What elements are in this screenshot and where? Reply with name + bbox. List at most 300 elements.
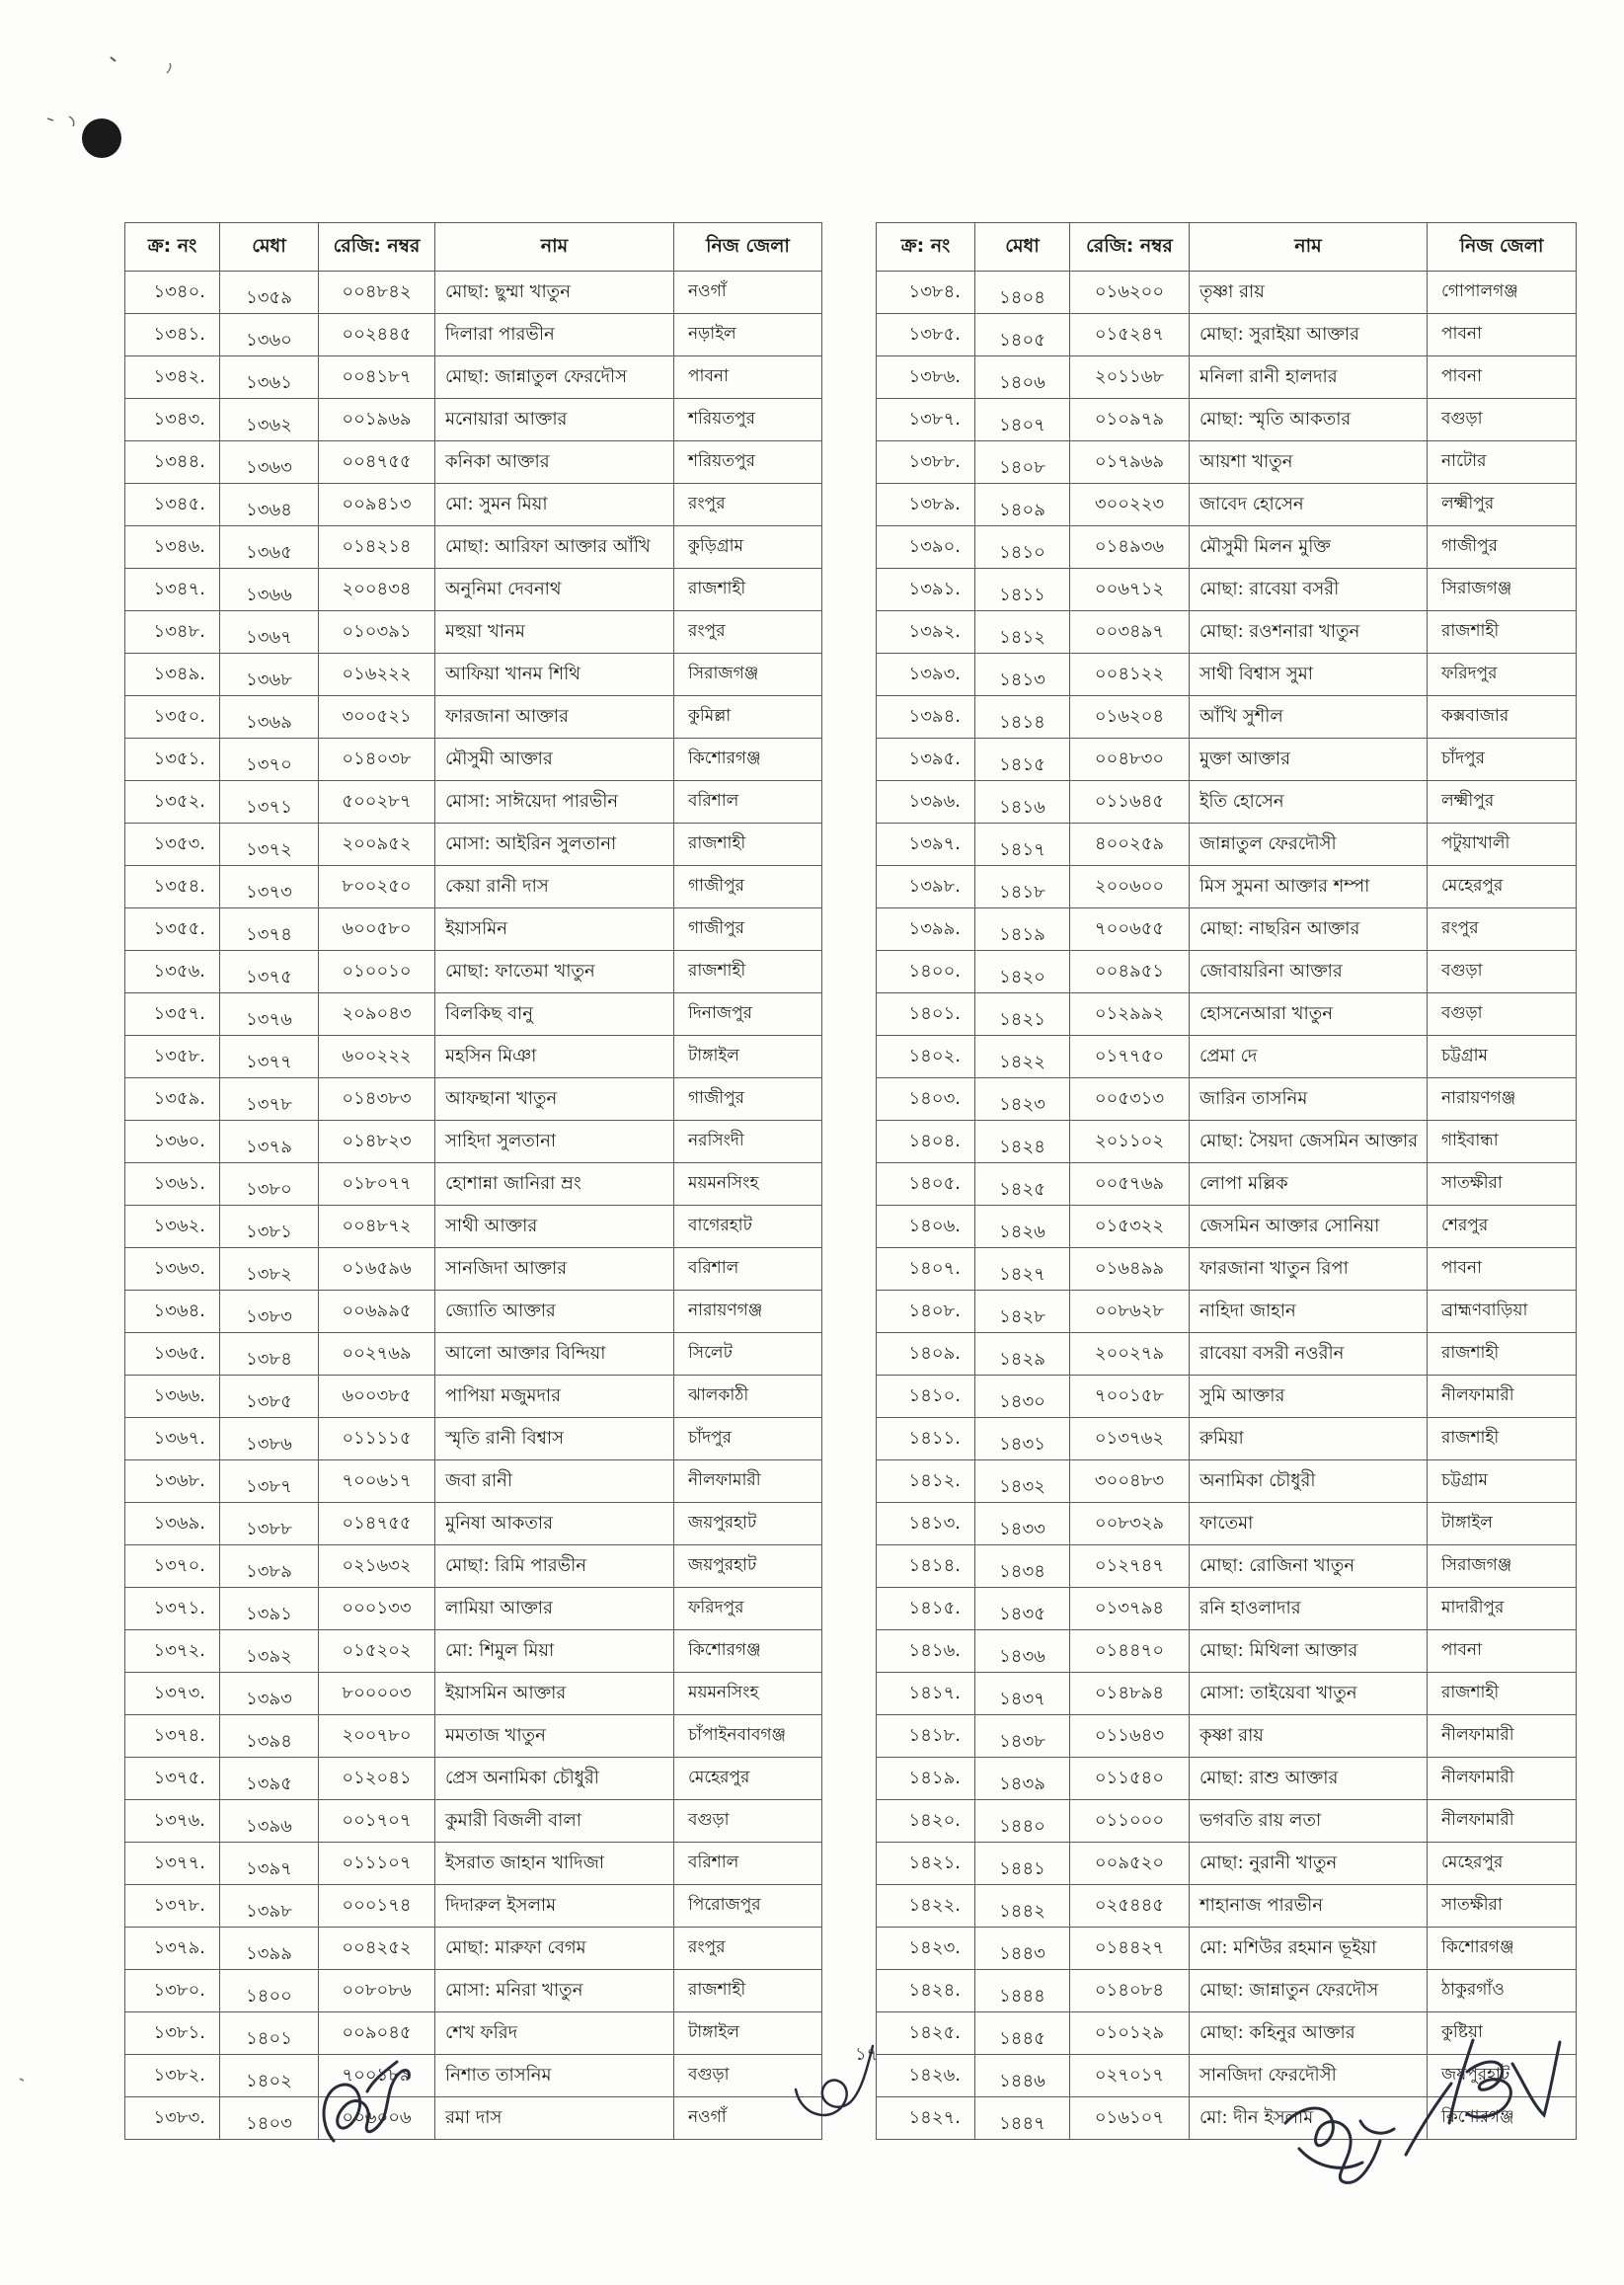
name-cell: আঁখি সুশীল [1190, 696, 1428, 739]
registration-cell: ০০৫৭৬৯ [1070, 1163, 1190, 1206]
header-serial: ক্র: নং [125, 223, 220, 272]
table-row [877, 611, 1577, 654]
name-cell: নাহিদা জাহান [1190, 1291, 1428, 1333]
serial-cell: ১৪১২. [877, 1460, 975, 1503]
registration-cell: ০১৫৩২২ [1070, 1206, 1190, 1248]
district-cell: নীলফামারী [1428, 1715, 1577, 1758]
table-row [877, 1673, 1577, 1715]
serial-cell: ১৩৫৭. [125, 993, 220, 1036]
district-cell: নওগাঁ [674, 272, 822, 314]
header-merit: মেধা [975, 223, 1070, 272]
name-cell: মোছা: জান্নাতুল ফেরদৌস [435, 356, 674, 399]
serial-cell: ১৩৭২. [125, 1630, 220, 1673]
name-cell: রমা দাস [435, 2097, 674, 2140]
name-cell: মোছা: সুরাইয়া আক্তার [1190, 314, 1428, 356]
merit-cell: ১৪০৮ [975, 441, 1070, 484]
merit-cell: ১৪২০ [975, 951, 1070, 993]
table-row [877, 1545, 1577, 1588]
registration-cell: ০০৬৭১২ [1070, 569, 1190, 611]
scan-speck [167, 63, 171, 73]
serial-cell: ১৩৭০. [125, 1545, 220, 1588]
district-cell: বগুড়া [1428, 951, 1577, 993]
name-cell: জেসমিন আক্তার সোনিয়া [1190, 1206, 1428, 1248]
district-cell: গাজীপুর [674, 908, 822, 951]
registration-cell: ৮০০০০৩ [319, 1673, 435, 1715]
district-cell: বাগেরহাট [674, 1206, 822, 1248]
registration-cell: ০০৪৮৩০ [1070, 739, 1190, 781]
name-cell: মমতাজ খাতুন [435, 1715, 674, 1758]
registration-cell: ০২১৬৩২ [319, 1545, 435, 1588]
serial-cell: ১৩৯০. [877, 526, 975, 569]
serial-cell: ১৩৮২. [125, 2055, 220, 2097]
serial-cell: ১৩৭১. [125, 1588, 220, 1630]
name-cell: সুমি আক্তার [1190, 1376, 1428, 1418]
merit-cell: ১৩৭৫ [220, 951, 319, 993]
merit-cell: ১৩৯২ [220, 1630, 319, 1673]
serial-cell: ১৩৬২. [125, 1206, 220, 1248]
name-cell: মহুয়া খানম [435, 611, 674, 654]
name-cell: আলো আক্তার বিন্দিয়া [435, 1333, 674, 1376]
table-row [125, 993, 822, 1036]
table-row [125, 1545, 822, 1588]
serial-cell: ১৪০৪. [877, 1121, 975, 1163]
district-cell: রাজশাহী [674, 569, 822, 611]
registration-cell: ৩০০৪৮৩ [1070, 1460, 1190, 1503]
merit-cell: ১৩৮৩ [220, 1291, 319, 1333]
table-row [877, 2055, 1577, 2097]
name-cell: হোসনেআরা খাতুন [1190, 993, 1428, 1036]
merit-cell: ১৩৮৮ [220, 1503, 319, 1545]
name-cell: মো: শিমুল মিয়া [435, 1630, 674, 1673]
serial-cell: ১৩৬৩. [125, 1248, 220, 1291]
name-cell: বিলকিছ বানু [435, 993, 674, 1036]
district-cell: টাঙ্গাইল [674, 2012, 822, 2055]
district-cell: সিরাজগঞ্জ [1428, 569, 1577, 611]
registration-cell: ০০৪৭৫৫ [319, 441, 435, 484]
table-row [125, 1673, 822, 1715]
serial-cell: ১৪২৭. [877, 2097, 975, 2140]
district-cell: সাতক্ষীরা [1428, 1163, 1577, 1206]
name-cell: পাপিয়া মজুমদার [435, 1376, 674, 1418]
merit-cell: ১৪০০ [220, 1970, 319, 2012]
district-cell: গাজীপুর [1428, 526, 1577, 569]
merit-cell: ১৩৬৪ [220, 484, 319, 526]
district-cell: পাবনা [1428, 1248, 1577, 1291]
header-name: নাম [1190, 223, 1428, 272]
table-row [877, 1503, 1577, 1545]
table-body [125, 272, 822, 2140]
registration-cell: ০০৪৮৭২ [319, 1206, 435, 1248]
name-cell: মোসা: সাঈয়েদা পারভীন [435, 781, 674, 824]
serial-cell: ১৩৬৫. [125, 1333, 220, 1376]
serial-cell: ১৪১৬. [877, 1630, 975, 1673]
district-cell: জয়পুরহাট [674, 1545, 822, 1588]
merit-cell: ১৪১৫ [975, 739, 1070, 781]
registration-cell: ০১৪৩৮৩ [319, 1078, 435, 1121]
merit-cell: ১৩৬২ [220, 399, 319, 441]
merit-cell: ১৩৬৫ [220, 526, 319, 569]
district-cell: বরিশাল [674, 1843, 822, 1885]
merit-cell: ১৪১১ [975, 569, 1070, 611]
registration-cell: ০১২৭৪৭ [1070, 1545, 1190, 1588]
table-row [877, 1843, 1577, 1885]
name-cell: মিস সুমনা আক্তার শম্পা [1190, 866, 1428, 908]
name-cell: মোছা: রিমি পারভীন [435, 1545, 674, 1588]
serial-cell: ১৪২৪. [877, 1970, 975, 2012]
district-cell: নড়াইল [674, 314, 822, 356]
district-cell: চাঁদপুর [1428, 739, 1577, 781]
merit-cell: ১৪৩২ [975, 1460, 1070, 1503]
district-cell: রংপুর [674, 1928, 822, 1970]
serial-cell: ১৪০১. [877, 993, 975, 1036]
table-row [877, 569, 1577, 611]
district-cell: মেহেরপুর [674, 1758, 822, 1800]
merit-cell: ১৪৪৩ [975, 1928, 1070, 1970]
table-row [125, 1248, 822, 1291]
district-cell: মেহেরপুর [1428, 866, 1577, 908]
name-cell: ইতি হোসেন [1190, 781, 1428, 824]
merit-cell: ১৪০৭ [975, 399, 1070, 441]
registration-cell: ২০১১৬৮ [1070, 356, 1190, 399]
merit-cell: ১৩৭৪ [220, 908, 319, 951]
registration-cell: ০১৩৭৬২ [1070, 1418, 1190, 1460]
merit-cell: ১৪২১ [975, 993, 1070, 1036]
registration-cell: ০১২০৪১ [319, 1758, 435, 1800]
serial-cell: ১৪১৫. [877, 1588, 975, 1630]
serial-cell: ১৪২১. [877, 1843, 975, 1885]
registration-cell: ০০৯৪১৩ [319, 484, 435, 526]
serial-cell: ১৩৭৫. [125, 1758, 220, 1800]
serial-cell: ১৩৫৯. [125, 1078, 220, 1121]
name-cell: মৌসুমী মিলন মুক্তি [1190, 526, 1428, 569]
district-cell: বগুড়া [674, 1800, 822, 1843]
registration-cell: ০১৩৭৯৪ [1070, 1588, 1190, 1630]
name-cell: জাবেদ হোসেন [1190, 484, 1428, 526]
name-cell: ইয়াসমিন আক্তার [435, 1673, 674, 1715]
registration-cell: ০১৭৯৬৯ [1070, 441, 1190, 484]
registration-cell: ০০০১৩৩ [319, 1588, 435, 1630]
registration-cell: ২০১১০২ [1070, 1121, 1190, 1163]
district-cell: ময়মনসিংহ [674, 1673, 822, 1715]
name-cell: সাথী বিশ্বাস সুমা [1190, 654, 1428, 696]
table-row [877, 1291, 1577, 1333]
scan-speck [47, 117, 74, 126]
serial-cell: ১৩৮৫. [877, 314, 975, 356]
merit-cell: ১৩৭৬ [220, 993, 319, 1036]
scan-speck [111, 57, 116, 61]
registration-cell: ২০০৪৩৪ [319, 569, 435, 611]
serial-cell: ১৩৭৭. [125, 1843, 220, 1885]
name-cell: মো: সুমন মিয়া [435, 484, 674, 526]
name-cell: সানজিদা আক্তার [435, 1248, 674, 1291]
name-cell: ফারজানা আক্তার [435, 696, 674, 739]
district-cell: কিশোরগঞ্জ [1428, 1928, 1577, 1970]
merit-cell: ১৪১৬ [975, 781, 1070, 824]
name-cell: মনিলা রানী হালদার [1190, 356, 1428, 399]
registration-cell: ০০৪৮৪২ [319, 272, 435, 314]
registration-cell: ০০১৯৬৯ [319, 399, 435, 441]
name-cell: মো: মশিউর রহমান ভূইয়া [1190, 1928, 1428, 1970]
merit-cell: ১৩৮৫ [220, 1376, 319, 1418]
scan-ink-dot [82, 118, 121, 158]
district-cell: নীলফামারী [674, 1460, 822, 1503]
district-cell: রংপুর [674, 611, 822, 654]
district-cell: টাঙ্গাইল [674, 1036, 822, 1078]
merit-cell: ১৩৫৯ [220, 272, 319, 314]
table-row [877, 1036, 1577, 1078]
merit-cell: ১৩৭২ [220, 824, 319, 866]
header-registration: রেজি: নম্বর [1070, 223, 1190, 272]
district-cell: ফরিদপুর [674, 1588, 822, 1630]
serial-cell: ১৩৫২. [125, 781, 220, 824]
table-row [125, 611, 822, 654]
district-cell: রাজশাহী [1428, 1673, 1577, 1715]
name-cell: কৃষ্ণা রায় [1190, 1715, 1428, 1758]
registration-cell: ০১০০১০ [319, 951, 435, 993]
registration-cell: ০০৮৬২৮ [1070, 1291, 1190, 1333]
name-cell: মোসা: আইরিন সুলতানা [435, 824, 674, 866]
district-cell: কিশোরগঞ্জ [674, 1630, 822, 1673]
merit-cell: ১৪০৫ [975, 314, 1070, 356]
district-cell: লক্ষ্মীপুর [1428, 484, 1577, 526]
district-cell: লক্ষ্মীপুর [1428, 781, 1577, 824]
registration-cell: ২০০৭৮০ [319, 1715, 435, 1758]
merit-cell: ১৪৪৫ [975, 2012, 1070, 2055]
district-cell: রাজশাহী [1428, 1418, 1577, 1460]
merit-cell: ১৩৯৭ [220, 1843, 319, 1885]
serial-cell: ১৩৮৪. [877, 272, 975, 314]
serial-cell: ১৩৪১. [125, 314, 220, 356]
merit-cell: ১৩৬০ [220, 314, 319, 356]
merit-cell: ১৩৯৩ [220, 1673, 319, 1715]
serial-cell: ১৪১৯. [877, 1758, 975, 1800]
name-cell: মহসিন মিঞা [435, 1036, 674, 1078]
name-cell: অনামিকা চৌধুরী [1190, 1460, 1428, 1503]
serial-cell: ১৪২০. [877, 1800, 975, 1843]
serial-cell: ১৩৪৬. [125, 526, 220, 569]
registration-cell: ০১০৯৭৯ [1070, 399, 1190, 441]
table-row [125, 2055, 822, 2097]
serial-cell: ১৩৯১. [877, 569, 975, 611]
merit-cell: ১৪৪০ [975, 1800, 1070, 1843]
district-cell: রাজশাহী [674, 824, 822, 866]
registration-cell: ৬০০৫৮০ [319, 908, 435, 951]
district-cell: পাবনা [1428, 1630, 1577, 1673]
table-row [125, 1715, 822, 1758]
merit-cell: ১৪২৯ [975, 1333, 1070, 1376]
serial-cell: ১৩৫৩. [125, 824, 220, 866]
table-row [125, 739, 822, 781]
merit-cell: ১৩৬৬ [220, 569, 319, 611]
merit-cell: ১৩৮১ [220, 1206, 319, 1248]
district-cell: কুমিল্লা [674, 696, 822, 739]
table-row [125, 1970, 822, 2012]
table-row [125, 1206, 822, 1248]
district-cell: মেহেরপুর [1428, 1843, 1577, 1885]
table-row [125, 1503, 822, 1545]
serial-cell: ১৩৮৯. [877, 484, 975, 526]
name-cell: অনুনিমা দেবনাথ [435, 569, 674, 611]
table-row [125, 654, 822, 696]
serial-cell: ১৩৮৭. [877, 399, 975, 441]
table-row [125, 526, 822, 569]
name-cell: মৌসুমী আক্তার [435, 739, 674, 781]
table-row [877, 526, 1577, 569]
registration-cell: ৭০০১৮৯ [319, 2055, 435, 2097]
merit-cell: ১৪০৬ [975, 356, 1070, 399]
header-registration: রেজি: নম্বর [319, 223, 435, 272]
registration-cell: ৭০০৬১৭ [319, 1460, 435, 1503]
serial-cell: ১৩৮১. [125, 2012, 220, 2055]
registration-cell: ০১৭৭৫০ [1070, 1036, 1190, 1078]
serial-cell: ১৩৮৮. [877, 441, 975, 484]
district-cell: পাবনা [1428, 356, 1577, 399]
serial-cell: ১৩৭৯. [125, 1928, 220, 1970]
table-header-row [125, 223, 822, 272]
serial-cell: ১৪০৫. [877, 1163, 975, 1206]
name-cell: নিশাত তাসনিম [435, 2055, 674, 2097]
serial-cell: ১৩৫৮. [125, 1036, 220, 1078]
table-row [877, 272, 1577, 314]
table-row [125, 1460, 822, 1503]
merit-cell: ১৪৪২ [975, 1885, 1070, 1928]
serial-cell: ১৩৭৬. [125, 1800, 220, 1843]
serial-cell: ১৪২৩. [877, 1928, 975, 1970]
serial-cell: ১৩৭৪. [125, 1715, 220, 1758]
merit-cell: ১৪২৬ [975, 1206, 1070, 1248]
district-cell: গোপালগঞ্জ [1428, 272, 1577, 314]
district-cell: সাতক্ষীরা [1428, 1885, 1577, 1928]
registration-cell: ০০৬৯৯৫ [319, 1291, 435, 1333]
name-cell: মোছা: সৈয়দা জেসমিন আক্তার [1190, 1121, 1428, 1163]
merit-cell: ১৪২৩ [975, 1078, 1070, 1121]
district-cell: শরিয়তপুর [674, 441, 822, 484]
serial-cell: ১৩৭৩. [125, 1673, 220, 1715]
merit-list-table-left [124, 222, 822, 2140]
name-cell: মোছা: নুরানী খাতুন [1190, 1843, 1428, 1885]
name-cell: মোসা: তাইয়েবা খাতুন [1190, 1673, 1428, 1715]
serial-cell: ১৩৯৯. [877, 908, 975, 951]
name-cell: মোছা: স্মৃতি আকতার [1190, 399, 1428, 441]
name-cell: শেখ ফরিদ [435, 2012, 674, 2055]
table-row [125, 1163, 822, 1206]
name-cell: সানজিদা ফেরদৌসী [1190, 2055, 1428, 2097]
district-cell: সিরাজগঞ্জ [1428, 1545, 1577, 1588]
serial-cell: ১৩৯৭. [877, 824, 975, 866]
table-row [125, 1800, 822, 1843]
name-cell: জ্যোতি আক্তার [435, 1291, 674, 1333]
registration-cell: ০০৫৩১৩ [1070, 1078, 1190, 1121]
table-row [877, 484, 1577, 526]
serial-cell: ১৩৫০. [125, 696, 220, 739]
registration-cell: ০০৯০৪৫ [319, 2012, 435, 2055]
name-cell: মোছা: ফাতেমা খাতুন [435, 951, 674, 993]
table-row [125, 569, 822, 611]
name-cell: আয়শা খাতুন [1190, 441, 1428, 484]
merit-cell: ১৪৪১ [975, 1843, 1070, 1885]
table-row [877, 1333, 1577, 1376]
serial-cell: ১৩৭৮. [125, 1885, 220, 1928]
merit-cell: ১৩৮৭ [220, 1460, 319, 1503]
table-row [877, 1758, 1577, 1800]
merit-cell: ১৪৩৪ [975, 1545, 1070, 1588]
merit-cell: ১৩৯৯ [220, 1928, 319, 1970]
table-row [125, 272, 822, 314]
serial-cell: ১৪২৬. [877, 2055, 975, 2097]
merit-cell: ১৩৭১ [220, 781, 319, 824]
registration-cell: ০১৮০৭৭ [319, 1163, 435, 1206]
district-cell: পাবনা [1428, 314, 1577, 356]
name-cell: দিলারা পারভীন [435, 314, 674, 356]
serial-cell: ১৩৬৪. [125, 1291, 220, 1333]
name-cell: মোছা: আরিফা আক্তার আঁখি [435, 526, 674, 569]
district-cell: রাজশাহী [674, 951, 822, 993]
table-row [125, 1630, 822, 1673]
merit-cell: ১৩৯৬ [220, 1800, 319, 1843]
registration-cell: ০১৪৮২৩ [319, 1121, 435, 1163]
registration-cell: ০১৪৪২৭ [1070, 1928, 1190, 1970]
serial-cell: ১৩৫৫. [125, 908, 220, 951]
serial-cell: ১৩৪৯. [125, 654, 220, 696]
name-cell: মোছা: রোজিনা খাতুন [1190, 1545, 1428, 1588]
table-row [125, 314, 822, 356]
header-district: নিজ জেলা [674, 223, 822, 272]
merit-cell: ১৪৪৬ [975, 2055, 1070, 2097]
merit-cell: ১৩৭৯ [220, 1121, 319, 1163]
district-cell: কিশোরগঞ্জ [1428, 2097, 1577, 2140]
registration-cell: ৩০০৫২১ [319, 696, 435, 739]
table-row [877, 1078, 1577, 1121]
serial-cell: ১৪০২. [877, 1036, 975, 1078]
registration-cell: ২০০৯৫২ [319, 824, 435, 866]
registration-cell: ০১৫২০২ [319, 1630, 435, 1673]
merit-cell: ১৩৬৩ [220, 441, 319, 484]
table-row [877, 1460, 1577, 1503]
district-cell: শেরপুর [1428, 1206, 1577, 1248]
registration-cell: ০০৪১৮৭ [319, 356, 435, 399]
registration-cell: ৭০০১৫৮ [1070, 1376, 1190, 1418]
district-cell: নাটোর [1428, 441, 1577, 484]
registration-cell: ০০১৭০৭ [319, 1800, 435, 1843]
registration-cell: ০১১০০০ [1070, 1800, 1190, 1843]
district-cell: গাজীপুর [674, 866, 822, 908]
district-cell: পিরোজপুর [674, 1885, 822, 1928]
merit-cell: ১৪২৪ [975, 1121, 1070, 1163]
registration-cell: ০১১৫৪০ [1070, 1758, 1190, 1800]
merit-cell: ১৪২৮ [975, 1291, 1070, 1333]
registration-cell: ০১৪৪৭০ [1070, 1630, 1190, 1673]
name-cell: রনি হাওলাদার [1190, 1588, 1428, 1630]
header-merit: মেধা [220, 223, 319, 272]
registration-cell: ০১৪০৮৪ [1070, 1970, 1190, 2012]
registration-cell: ০০৮০৮৬ [319, 1970, 435, 2012]
serial-cell: ১৩৫৪. [125, 866, 220, 908]
name-cell: ফাতেমা [1190, 1503, 1428, 1545]
name-cell: হোশান্না জানিরা ম্রং [435, 1163, 674, 1206]
serial-cell: ১৪২২. [877, 1885, 975, 1928]
name-cell: দিদারুল ইসলাম [435, 1885, 674, 1928]
serial-cell: ১৩৯২. [877, 611, 975, 654]
name-cell: আফিয়া খানম শিথি [435, 654, 674, 696]
header-district: নিজ জেলা [1428, 223, 1577, 272]
table-row [877, 1121, 1577, 1163]
merit-cell: ১৩৮৬ [220, 1418, 319, 1460]
name-cell: শাহানাজ পারভীন [1190, 1885, 1428, 1928]
table-row [877, 2012, 1577, 2055]
name-cell: সাহিদা সুলতানা [435, 1121, 674, 1163]
registration-cell: ৭০০৬৫৫ [1070, 908, 1190, 951]
district-cell: চট্টগ্রাম [1428, 1036, 1577, 1078]
